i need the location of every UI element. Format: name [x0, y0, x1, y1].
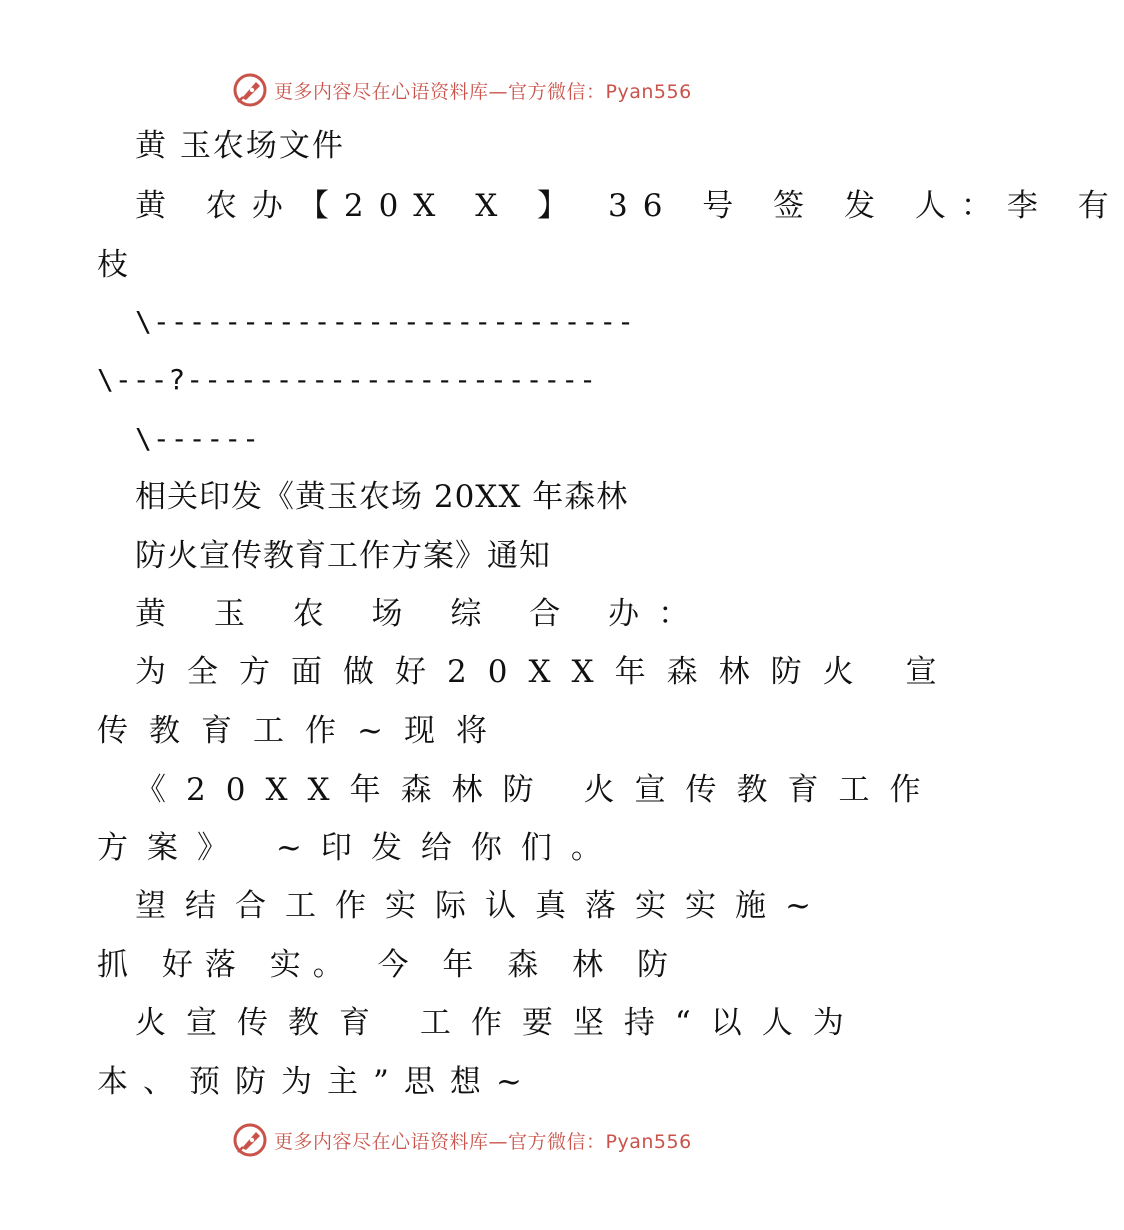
- doc-line-5: \---?-----------------------: [97, 363, 598, 396]
- doc-line-4: \---------------------------: [135, 305, 636, 338]
- banner-text: 更多内容尽在心语资料库—官方微信：Pyan556: [274, 1130, 692, 1153]
- doc-line-14: 望结合工作实际认真落实实施~: [135, 888, 830, 924]
- doc-line-11: 传教育工作~现将: [97, 713, 508, 749]
- doc-line-7: 相关印发《黄玉农场 20XX 年森林: [135, 479, 629, 515]
- doc-line-2: 黄 农办【20X X 】 36 号 签 发 人：李 有: [135, 188, 1124, 224]
- doc-line-10: 为全方面做好20XX年森林防火 宣: [135, 654, 958, 690]
- pen-nib-logo-icon: [232, 1122, 268, 1158]
- doc-line-6: \------: [135, 422, 261, 455]
- doc-line-13: 方案》 ~印发给你们。: [97, 830, 621, 866]
- doc-line-1: 黄 玉农场文件: [135, 128, 345, 164]
- doc-line-3: 枝: [97, 247, 128, 283]
- pen-nib-logo-icon: [232, 72, 268, 108]
- doc-line-9: 黄 玉 农 场 综 合 办：: [135, 596, 709, 632]
- doc-line-8: 防火宣传教育工作方案》通知: [135, 538, 551, 574]
- banner-text: 更多内容尽在心语资料库—官方微信：Pyan556: [274, 80, 692, 103]
- doc-line-15: 抓 好落 实。 今 年 森 林 防: [97, 947, 680, 983]
- footer-banner: [232, 1120, 712, 1160]
- doc-line-12: 《20XX年森林防 火宣传教育工作: [135, 772, 941, 808]
- header-banner: [232, 70, 712, 110]
- doc-line-16: 火宣传教育 工作要坚持“以人为: [135, 1005, 864, 1041]
- doc-line-17: 本、预防为主”思想~: [97, 1064, 537, 1100]
